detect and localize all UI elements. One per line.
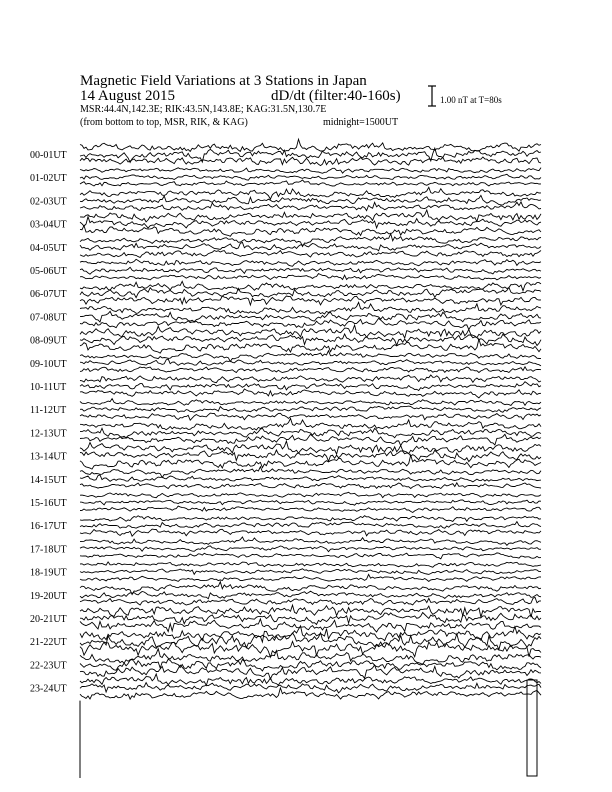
station-coordinates: MSR:44.4N,142.3E; RIK:43.5N,143.8E; KAG:31.5N,130.7E bbox=[80, 104, 327, 115]
trace-order-note: (from bottom to top, MSR, RIK, & KAG) bbox=[80, 117, 248, 128]
hour-label: 01-02UT bbox=[30, 173, 67, 185]
trace-msr bbox=[80, 434, 541, 445]
trace-rik bbox=[80, 359, 541, 366]
trace-rik bbox=[80, 195, 541, 205]
trace-msr bbox=[80, 367, 541, 373]
trace-msr bbox=[80, 202, 541, 211]
trace-rik bbox=[80, 475, 541, 482]
trace-rik bbox=[80, 683, 541, 693]
trace-kag bbox=[80, 168, 541, 174]
hour-label: 17-18UT bbox=[30, 544, 67, 556]
trace-rik bbox=[80, 334, 541, 346]
trace-rik bbox=[80, 500, 541, 505]
trace-rik bbox=[80, 613, 541, 625]
hour-label: 06-07UT bbox=[30, 289, 67, 301]
trace-kag bbox=[80, 467, 541, 478]
hour-labels-group bbox=[30, 150, 67, 695]
hour-label: 19-20UT bbox=[30, 590, 67, 602]
trace-rik bbox=[80, 546, 541, 552]
trace-msr bbox=[80, 529, 541, 536]
trace-rik bbox=[80, 428, 541, 437]
trace-kag bbox=[80, 399, 541, 406]
scale-bar bbox=[428, 86, 436, 106]
trace-kag bbox=[80, 139, 541, 151]
hour-label: 12-13UT bbox=[30, 428, 67, 440]
trace-rik bbox=[80, 522, 541, 529]
trace-msr bbox=[80, 553, 541, 559]
hour-label: 18-19UT bbox=[30, 567, 67, 579]
hour-label: 14-15UT bbox=[30, 474, 67, 486]
hour-label: 04-05UT bbox=[30, 242, 67, 254]
hour-label: 11-12UT bbox=[30, 405, 67, 417]
trace-rik bbox=[80, 242, 541, 250]
hour-label: 23-24UT bbox=[30, 683, 67, 695]
trace-kag bbox=[80, 418, 541, 430]
midnight-note: midnight=1500UT bbox=[323, 117, 399, 128]
trace-kag bbox=[80, 605, 541, 617]
trace-kag bbox=[80, 674, 541, 686]
trace-rik bbox=[80, 406, 541, 412]
trace-msr bbox=[80, 389, 541, 398]
trace-kag bbox=[80, 441, 541, 454]
hour-label: 08-09UT bbox=[30, 335, 67, 347]
trace-msr bbox=[80, 413, 541, 420]
hour-label: 10-11UT bbox=[30, 382, 67, 393]
trace-msr bbox=[80, 157, 541, 166]
trace-rik bbox=[80, 450, 541, 462]
chart-date: 14 August 2015 bbox=[80, 88, 176, 104]
traces-group bbox=[80, 139, 541, 778]
trace-msr bbox=[80, 688, 541, 699]
trace-msr bbox=[80, 251, 541, 258]
trace-rik bbox=[80, 288, 541, 298]
trace-rik bbox=[80, 591, 541, 599]
chart-quantity: dD/dt (filter:40-160s) bbox=[271, 88, 401, 104]
hour-label: 16-17UT bbox=[30, 521, 67, 533]
trace-kag bbox=[80, 562, 541, 567]
hour-label: 03-04UT bbox=[30, 219, 67, 231]
trace-msr bbox=[80, 597, 541, 605]
trace-kag bbox=[80, 210, 541, 222]
trace-rik bbox=[80, 569, 541, 575]
hour-label: 22-23UT bbox=[30, 660, 67, 672]
trace-kag bbox=[80, 537, 541, 545]
hour-label: 02-03UT bbox=[30, 196, 67, 208]
hour-label: 05-06UT bbox=[30, 266, 67, 277]
trace-kag bbox=[80, 259, 541, 266]
hour-label: 00-01UT bbox=[30, 150, 67, 161]
scale-bar-label: 1.00 nT at T=80s bbox=[440, 95, 502, 105]
trace-msr bbox=[80, 274, 541, 280]
hour-label: 15-16UT bbox=[30, 498, 67, 509]
hour-label: 21-22UT bbox=[30, 637, 67, 649]
trace-rik bbox=[80, 382, 541, 391]
trace-msr bbox=[80, 574, 541, 581]
trace-kag bbox=[80, 351, 541, 362]
trace-kag bbox=[80, 302, 541, 314]
trace-rik bbox=[80, 267, 541, 274]
trace-msr bbox=[80, 483, 541, 489]
trace-rik bbox=[80, 659, 541, 671]
trace-msr bbox=[80, 506, 541, 512]
trace-kag bbox=[80, 187, 541, 199]
trace-msr bbox=[80, 180, 541, 186]
trace-rik bbox=[80, 174, 541, 180]
hour-label: 20-21UT bbox=[30, 614, 67, 625]
hour-label: 07-08UT bbox=[30, 312, 67, 324]
trace-msr bbox=[80, 296, 541, 305]
trace-kag bbox=[80, 516, 541, 522]
trace-msr bbox=[80, 339, 541, 353]
trace-kag bbox=[80, 492, 541, 497]
hour-label: 09-10UT bbox=[30, 358, 67, 370]
trace-kag bbox=[80, 375, 541, 383]
trace-kag bbox=[80, 582, 541, 595]
hour-label: 13-14UT bbox=[30, 451, 67, 463]
chart-title: Magnetic Field Variations at 3 Stations in Japan bbox=[80, 73, 367, 89]
